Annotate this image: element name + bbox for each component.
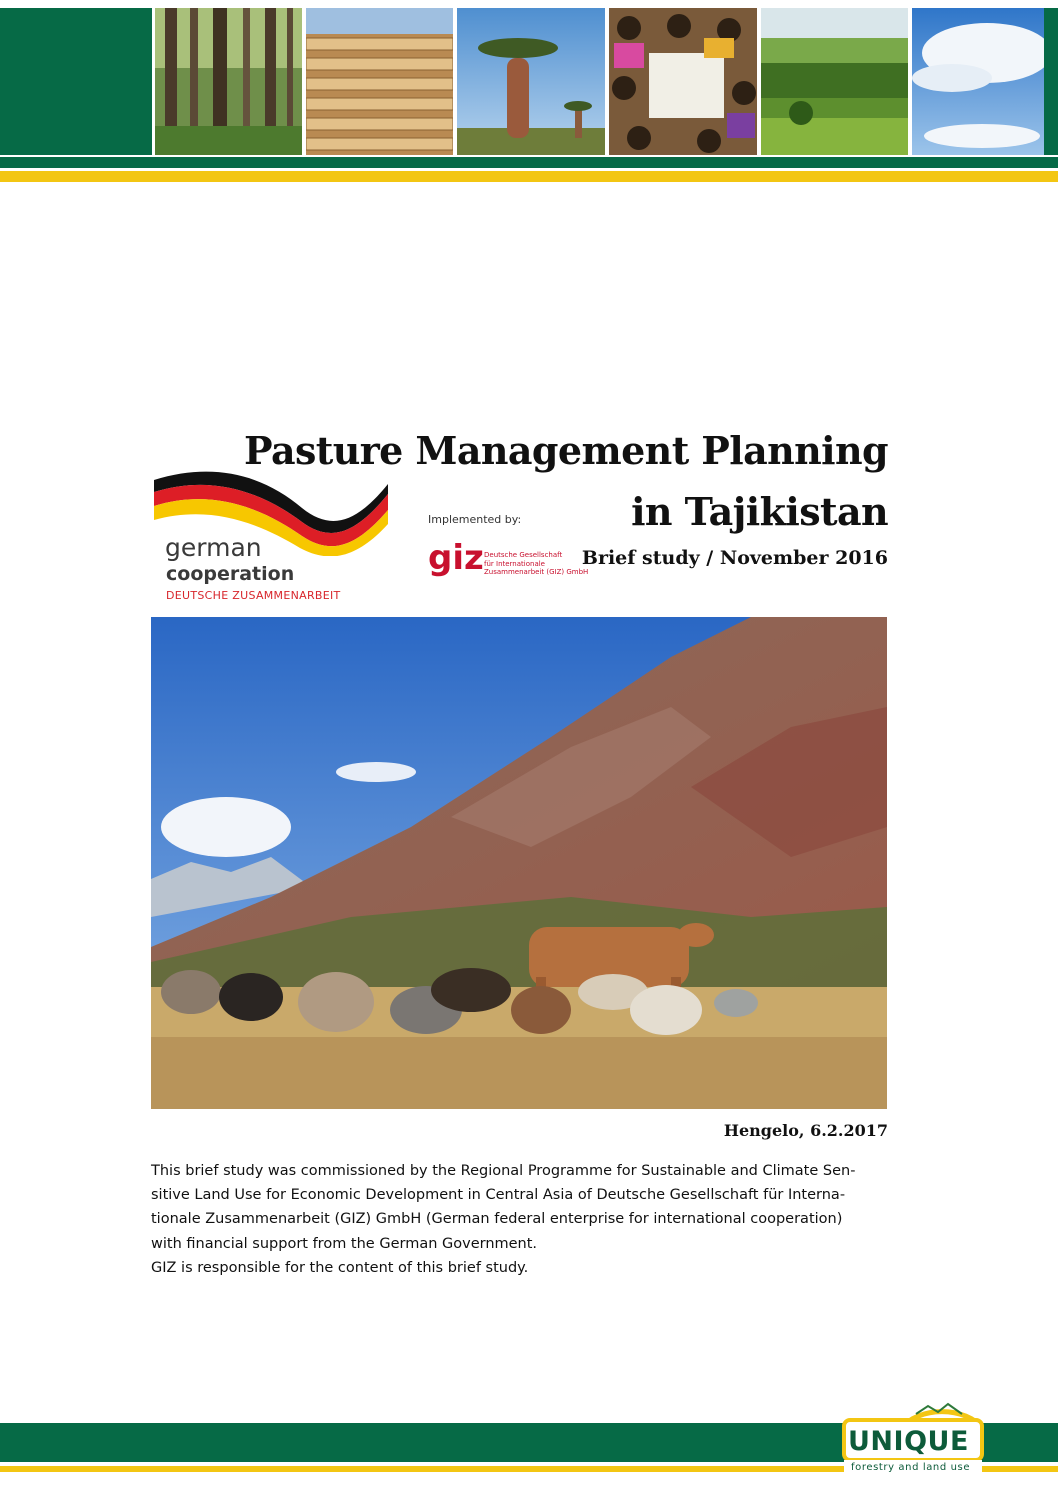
commission-statement-line: sitive Land Use for Economic Development in Central Asia of Deutsche Gesellschaft für Interna- <box>151 1187 846 1204</box>
commission-statement <box>151 1159 893 1280</box>
german-cooperation-german-text: DEUTSCHE ZUSAMMENARBEIT <box>166 589 341 602</box>
giz-logo-text-line2: für Internationale <box>484 559 545 568</box>
german-cooperation-name: german <box>165 533 262 562</box>
implemented-by-label: Implemented by: <box>428 513 522 526</box>
giz-logo: giz <box>428 538 484 578</box>
header-photo-workshop <box>609 8 757 155</box>
giz-logo-text <box>484 551 588 577</box>
header-photo-sky <box>912 8 1044 155</box>
document-title-line2: in Tajikistan <box>631 489 888 534</box>
document-title-line1: Pasture Management Planning <box>244 428 888 473</box>
german-cooperation-sub: cooperation <box>166 563 295 585</box>
commission-statement-line: with financial support from the German Government. <box>151 1235 538 1252</box>
header-yellow-rule <box>0 171 1058 182</box>
responsibility-statement: GIZ is responsible for the content of this brief study. <box>151 1259 529 1276</box>
commission-statement-line: This brief study was commissioned by the Regional Programme for Sustainable and Climate Sen- <box>151 1163 856 1179</box>
unique-logo-tagline: forestry and land use <box>851 1462 971 1473</box>
header-green-rule <box>0 157 1058 168</box>
header-photo-forest <box>155 8 302 155</box>
header-photo-baobab <box>457 8 605 155</box>
cover-photo-livestock-pasture <box>151 617 887 1109</box>
commission-statement-line: tionale Zusammenarbeit (GIZ) GmbH (German federal enterprise for international cooperation) <box>151 1211 843 1228</box>
giz-logo-text-line3: Zusammenarbeit (GIZ) GmbH <box>484 568 589 576</box>
place-and-date: Hengelo, 6.2.2017 <box>723 1121 888 1140</box>
header-photo-lumber <box>306 8 453 155</box>
giz-logo-text-line1: Deutsche Gesellschaft <box>484 551 563 559</box>
unique-logo-wordmark: UNIQUE <box>848 1426 969 1457</box>
header-green-block <box>0 8 152 155</box>
header-green-block-right <box>1044 8 1058 155</box>
header-photo-fields <box>761 8 908 155</box>
document-subtitle: Brief study / November 2016 <box>581 547 888 569</box>
